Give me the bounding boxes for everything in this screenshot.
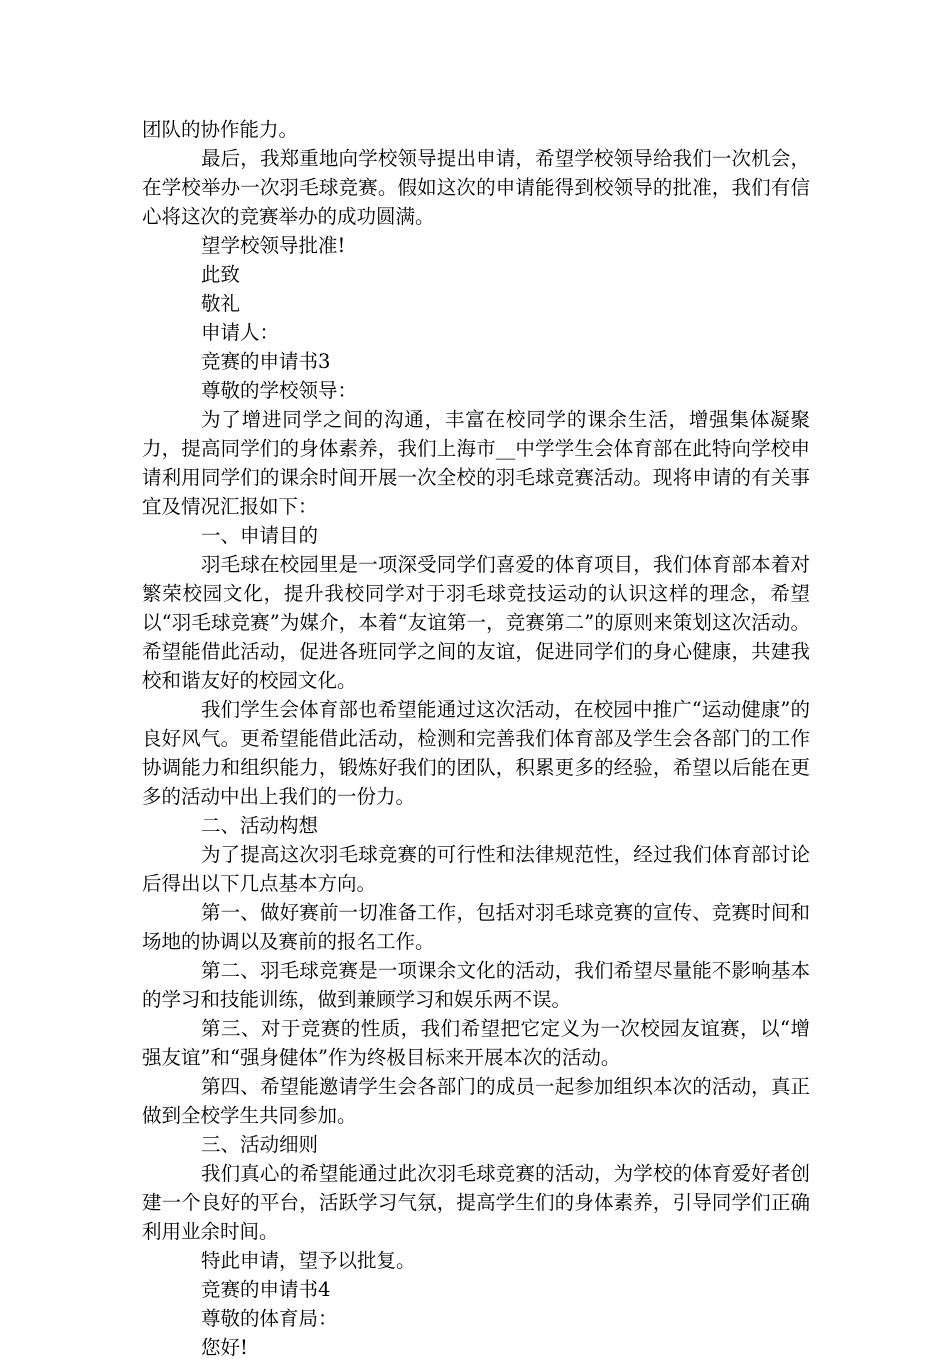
greeting: 尊敬的学校领导： xyxy=(201,379,358,402)
document-body xyxy=(142,115,810,1362)
paragraph-purpose-2: 我们学生会体育部也希望能通过这次活动，在校园中推广“运动健康”的良好风气。更希望能借此活动，检测和完善我们体育部及学生会各部门的工作协调能力和组织能力，锻炼好我们的团队，积累更多的经验，希望以后能在更多的活动中出上我们的一份力。 xyxy=(142,698,810,808)
heading-rules: 三、活动细则 xyxy=(201,1133,319,1156)
paragraph-continuation: 团队的协作能力。 xyxy=(142,118,299,141)
greeting-sports-bureau: 尊敬的体育局： xyxy=(201,1307,338,1330)
paragraph-concept: 为了提高这次羽毛球竞赛的可行性和法律规范性，经过我们体育部讨论后得出以下几点基本方向。 xyxy=(142,843,810,895)
paragraph-purpose: 羽毛球在校园里是一项深受同学们喜爱的体育项目，我们体育部本着对繁荣校园文化，提升我校同学对于羽毛球竞技运动的认识这样的理念，希望以“羽毛球竞赛”为媒介，本着“友谊第一，竞赛第二”的原则来策划这次活动。希望能借此活动，促进各班同学之间的友谊，促进同学们的身心健康，共建我校和谐友好的校园文化。 xyxy=(142,553,810,692)
closing-request: 特此申请，望予以批复。 xyxy=(201,1249,416,1272)
paragraph-approval: 望学校领导批准! xyxy=(201,234,346,257)
section-title-3: 竞赛的申请书3 xyxy=(201,350,331,373)
point-third: 第三、对于竞赛的性质，我们希望把它定义为一次校园友谊赛，以“增强友谊”和“强身健体”作为终极目标来开展本次的活动。 xyxy=(142,1017,810,1069)
applicant-label: 申请人： xyxy=(201,321,280,344)
section-title-4: 竞赛的申请书4 xyxy=(201,1278,331,1301)
hello-line: 您好! xyxy=(201,1336,248,1359)
paragraph-request: 最后，我郑重地向学校领导提出申请，希望学校领导给我们一次机会，在学校举办一次羽毛球竞赛。假如这次的申请能得到校领导的批准，我们有信心将这次的竞赛举办的成功圆满。 xyxy=(142,147,810,228)
paragraph-rules: 我们真心的希望能通过此次羽毛球竞赛的活动，为学校的体育爱好者创建一个良好的平台，活跃学习气氛，提高学生们的身体素养，引导同学们正确利用业余时间。 xyxy=(142,1162,810,1243)
point-fourth: 第四、希望能邀请学生会各部门的成员一起参加组织本次的活动，真正做到全校学生共同参加。 xyxy=(142,1075,810,1127)
closing-regards: 敬礼 xyxy=(201,292,241,315)
closing-salutation: 此致 xyxy=(201,263,241,286)
point-second: 第二、羽毛球竞赛是一项课余文化的活动，我们希望尽量能不影响基本的学习和技能训练，做到兼顾学习和娱乐两不误。 xyxy=(142,959,810,1011)
paragraph-intro: 为了增进同学之间的沟通，丰富在校同学的课余生活，增强集体凝聚力，提高同学们的身体素养，我们上海市__中学学生会体育部在此特向学校申请利用同学们的课余时间开展一次全校的羽毛球竞赛活动。现将申请的有关事宜及情况汇报如下： xyxy=(142,408,810,518)
heading-purpose: 一、申请目的 xyxy=(201,524,319,547)
heading-concept: 二、活动构想 xyxy=(201,814,319,837)
point-first: 第一、做好赛前一切准备工作，包括对羽毛球竞赛的宣传、竞赛时间和场地的协调以及赛前的报名工作。 xyxy=(142,901,810,953)
